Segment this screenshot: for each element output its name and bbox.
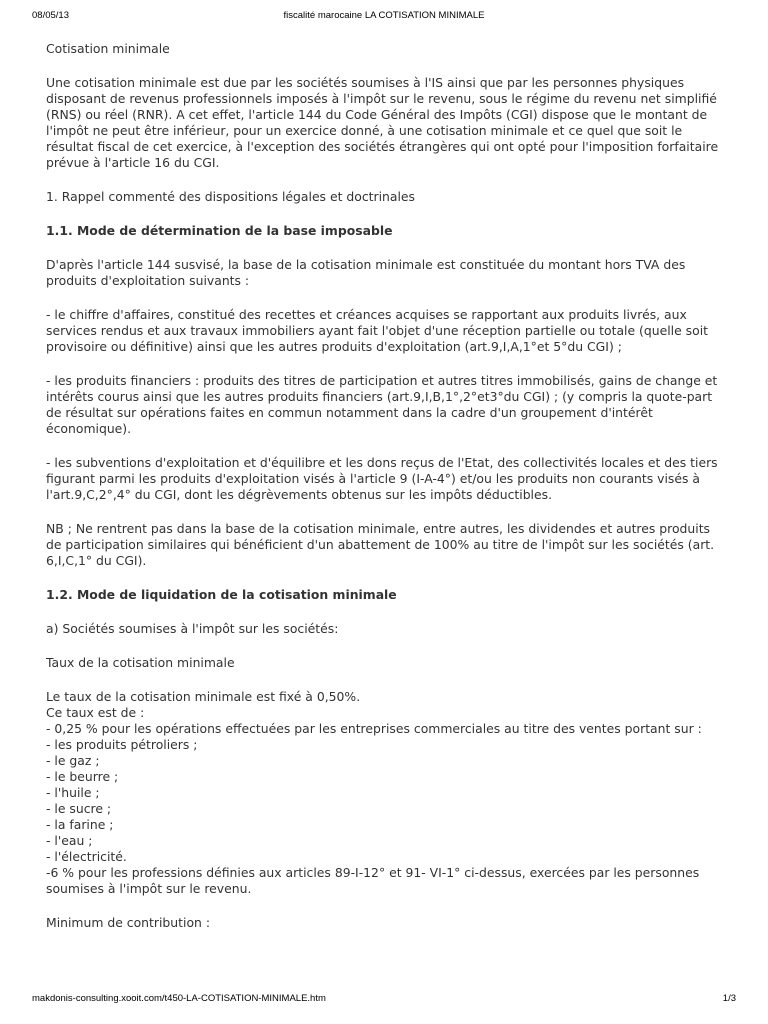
print-footer: [32, 993, 736, 1007]
section-1-title: 1. Rappel commenté des dispositions légales et doctrinales: [46, 189, 415, 204]
intro-paragraph: Une cotisation minimale est due par les sociétés soumises à l'IS ainsi que par les personnes physiques disposant de revenus professionnels imposés à l'impôt sur le revenu, sous le régime du revenu net simplifié (RNS) ou réel (RNR). A cet effet, l'article 144 du Code Général des Impôts (CGI) dispose que le montant de l'impôt ne peut être inférieur, pour un exercice donné, à une cotisation minimale et ce quel que soit le résultat fiscal de cet exercice, à l'exception des sociétés étrangères qui ont opté pour l'imposition forfaitaire prévue à l'article 16 du CGI.: [46, 75, 719, 170]
paragraph-1-1: D'après l'article 144 susvisé, la base de la cotisation minimale est constituée du montant hors TVA des produits d'exploitation suivants :: [46, 257, 686, 288]
taux-title: Taux de la cotisation minimale: [46, 655, 235, 670]
print-date: 08/05/13: [32, 10, 69, 21]
page-number: 1/3: [722, 993, 736, 1004]
article-title: Cotisation minimale: [46, 41, 170, 56]
print-title: fiscalité marocaine LA COTISATION MINIMALE: [283, 10, 485, 21]
list-item-turnover: - le chiffre d'affaires, constitué des recettes et créances acquises se rapportant aux produits livrés, aux services rendus et aux travaux immobiliers ayant fait l'objet d'une réception partielle ou totale (quelle soit provisoire ou définitive) ainsi que les autres produits d'exploitation (art.9,I,A,1°et 5°du CGI) ;: [46, 307, 709, 354]
taux-block: Le taux de la cotisation minimale est fixé à 0,50%. Ce taux est de : - 0,25 % pour les opérations effectuées par les entreprises commerciales au titre des ventes portant sur : - les produits pétroliers ; - le gaz ; - le beurre ; - l'huile ; - le sucre ; - la farine ; - l'eau ; - l'électricité. -6 % pour les professions définies aux articles 89-I-12° et 91- VI-1° ci-dessus, exercées par les personnes soumises à l'impôt sur le revenu.: [46, 689, 702, 896]
heading-1-1: 1.1. Mode de détermination de la base imposable: [46, 223, 393, 238]
list-item-subsidies: - les subventions d'exploitation et d'équilibre et les dons reçus de l'Etat, des collectivités locales et des tiers figurant parmi les produits d'exploitation visés à l'article 9 (I-A-4°) et/ou les produits non courants visés à l'art.9,C,2°,4° du CGI, dont les dégrèvements obtenus sur les impôts déductibles.: [46, 455, 718, 502]
article-content: [46, 41, 722, 931]
heading-1-2: 1.2. Mode de liquidation de la cotisation minimale: [46, 587, 397, 602]
subsection-a: a) Sociétés soumises à l'impôt sur les sociétés:: [46, 621, 339, 636]
minimum-contribution: Minimum de contribution :: [46, 915, 210, 930]
print-header: [32, 10, 736, 24]
nb-note: NB ; Ne rentrent pas dans la base de la cotisation minimale, entre autres, les dividendes et autres produits de participation similaires qui bénéficient d'un abattement de 100% au titre de l'impôt sur les sociétés (art. 6,I,C,1° du CGI).: [46, 521, 715, 568]
page-url: makdonis-consulting.xooit.com/t450-LA-COTISATION-MINIMALE.htm: [32, 993, 326, 1004]
list-item-financial-products: - les produits financiers : produits des titres de participation et autres titres immobilisés, gains de change et intérêts courus ainsi que les autres produits financiers (art.9,I,B,1°,2°et3°du CGI) ; (y compris la quote-part de résultat sur opérations faites en commun notamment dans la cadre d'un groupement d'intérêt économique).: [46, 373, 718, 436]
